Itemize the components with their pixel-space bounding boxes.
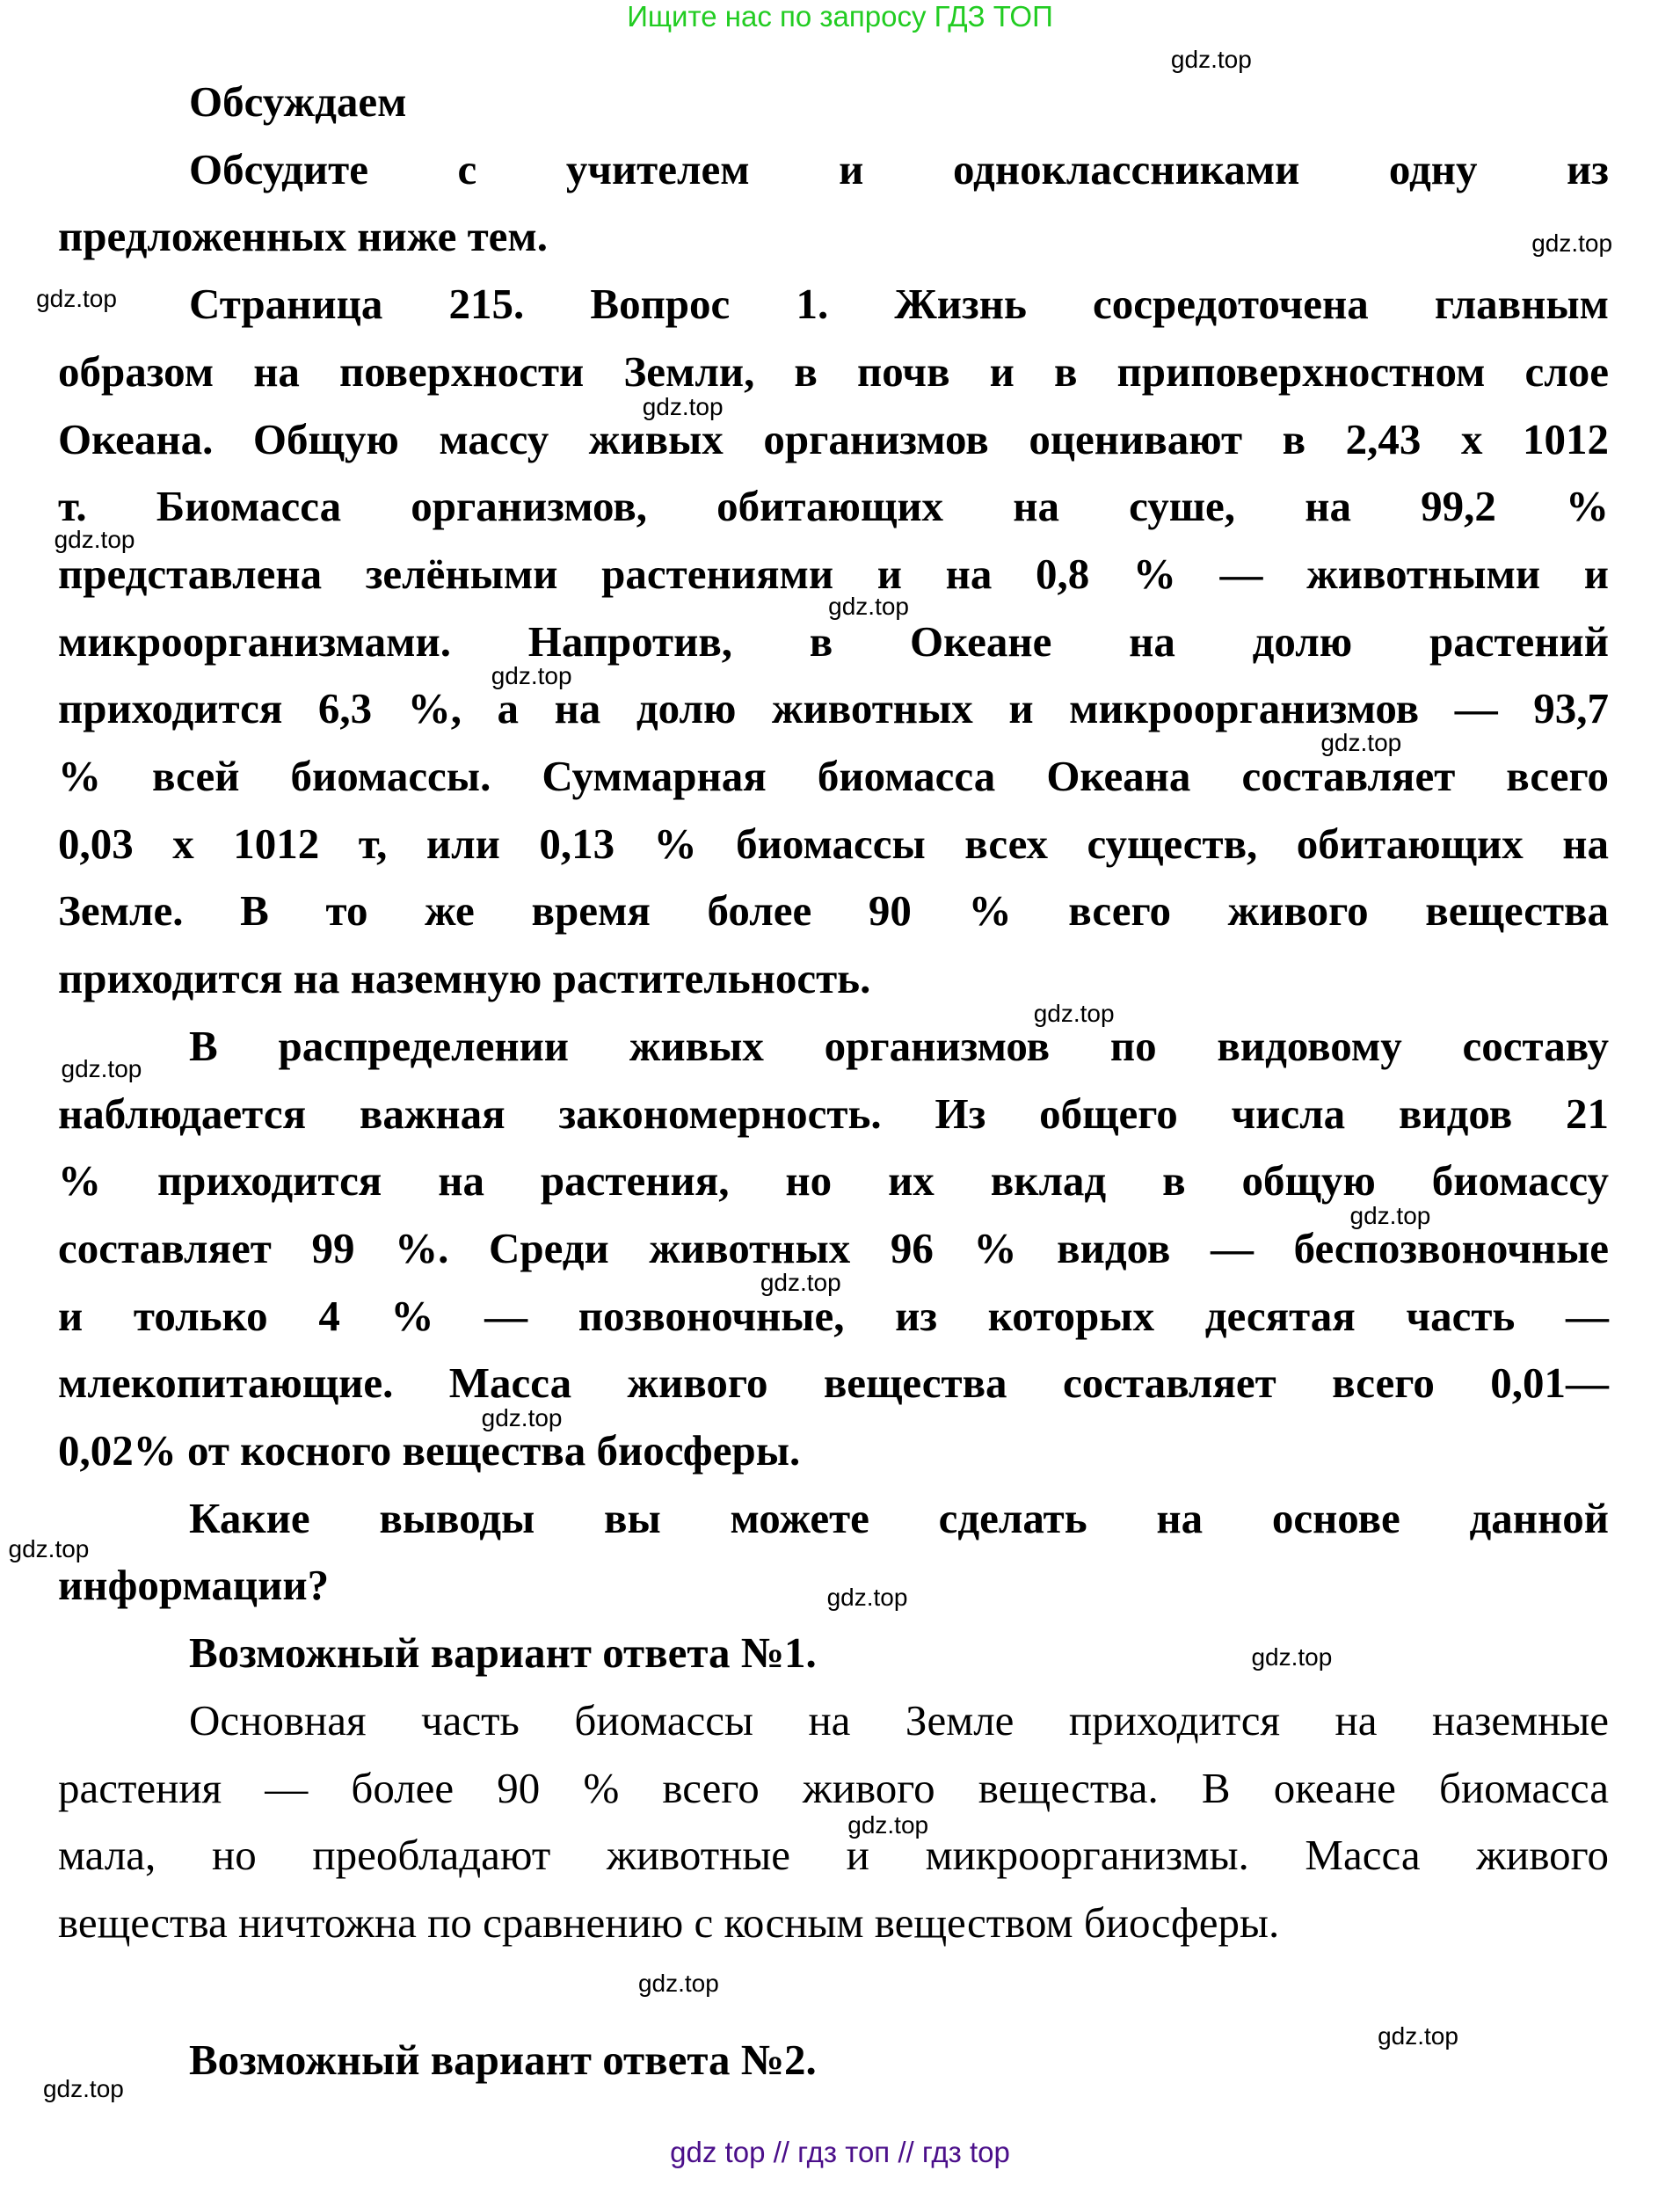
question-line: информации? (58, 1561, 330, 1610)
watermark-text: gdz.top (1349, 1201, 1431, 1229)
question-line: % приходится на растения, но их вклад в общую биомассу (58, 1156, 1609, 1205)
watermark-text: gdz.top (1251, 1642, 1333, 1671)
question-line: микроорганизмами. Напротив, в Океане на долю растений (58, 616, 1609, 666)
watermark-text: gdz.top (1531, 229, 1613, 257)
watermark-text: gdz.top (481, 1404, 563, 1432)
search-hint-banner[interactable]: Ищите нас по запросу ГДЗ ТОП (627, 0, 1053, 33)
question-line: млекопитающие. Масса живого вещества составляет всего 0,01— (58, 1358, 1609, 1408)
watermark-text: gdz.top (637, 1969, 719, 1997)
question-line: приходится на наземную растительность. (58, 954, 871, 1003)
task-line: Обсудите с учителем и одноклассниками одну из (189, 144, 1609, 193)
watermark-text: gdz.top (61, 1054, 142, 1082)
answer-line: Основная часть биомассы на Земле приходится на наземные (189, 1695, 1609, 1744)
question-line: образом на поверхности Земли, в почв и в приповерхностном слое (58, 346, 1609, 396)
question-line: и только 4 % — позвоночные, из которых десятая часть — (58, 1291, 1609, 1340)
question-line: % всей биомассы. Суммарная биомасса Океана составляет всего (58, 752, 1609, 800)
watermark-text: gdz.top (54, 526, 135, 554)
watermark-text: gdz.top (760, 1268, 841, 1296)
question-line: Страница 215. Вопрос 1. Жизнь сосредоточена главным (189, 280, 1609, 329)
question-line: т. Биомасса организмов, обитающих на суше, на 99,2 % (58, 482, 1609, 531)
answer-heading: Возможный вариант ответа №2. (189, 2036, 817, 2084)
question-line: наблюдается важная закономерность. Из общего числа видов 21 (58, 1089, 1609, 1138)
answer-line: вещества ничтожна по сравнению с косным веществом биосферы. (58, 1897, 1280, 1947)
question-line: В распределении живых организмов по видовому составу (189, 1021, 1609, 1070)
watermark-text: gdz.top (42, 2074, 124, 2102)
question-line: составляет 99 %. Среди животных 96 % видов — беспозвоночные (58, 1223, 1609, 1272)
watermark-text: gdz.top (826, 1583, 908, 1611)
watermark-text: gdz.top (1378, 2021, 1458, 2050)
footer-links[interactable]: gdz top // гдз топ // гдз top (670, 2136, 1010, 2168)
section-heading: Обсуждаем (189, 77, 407, 126)
watermark-text: gdz.top (1320, 728, 1402, 756)
watermark-text: gdz.top (847, 1810, 929, 1839)
answer-heading: Возможный вариант ответа №1. (189, 1628, 817, 1678)
answer-line: мала, но преобладают животные и микроорганизмы. Масса живого (58, 1831, 1609, 1880)
watermark-text: gdz.top (828, 593, 910, 621)
task-line: предложенных ниже тем. (58, 212, 549, 261)
question-line: Земле. В то же время более 90 % всего живого вещества (58, 886, 1609, 936)
answer-line: растения — более 90 % всего живого вещества. В океане биомасса (58, 1763, 1609, 1812)
watermark-text: gdz.top (1033, 999, 1115, 1027)
watermark-text: gdz.top (36, 284, 117, 312)
watermark-text: gdz.top (491, 662, 572, 690)
watermark-text: gdz.top (8, 1534, 90, 1562)
question-line: Какие выводы вы можете сделать на основе данной (189, 1493, 1609, 1542)
question-line: представлена зелёными растениями и на 0,8 % — животными и (58, 549, 1609, 598)
question-line: Океана. Общую массу живых организмов оценивают в 2,43 х 1012 (58, 414, 1609, 463)
question-line: 0,02% от косного вещества биосферы. (58, 1426, 801, 1475)
question-line: приходится 6,3 %, а на долю животных и микроорганизмов — 93,7 (58, 684, 1609, 733)
watermark-text: gdz.top (642, 392, 724, 420)
watermark-text: gdz.top (1170, 46, 1252, 74)
question-line: 0,03 х 1012 т, или 0,13 % биомассы всех существ, обитающих на (58, 819, 1609, 868)
